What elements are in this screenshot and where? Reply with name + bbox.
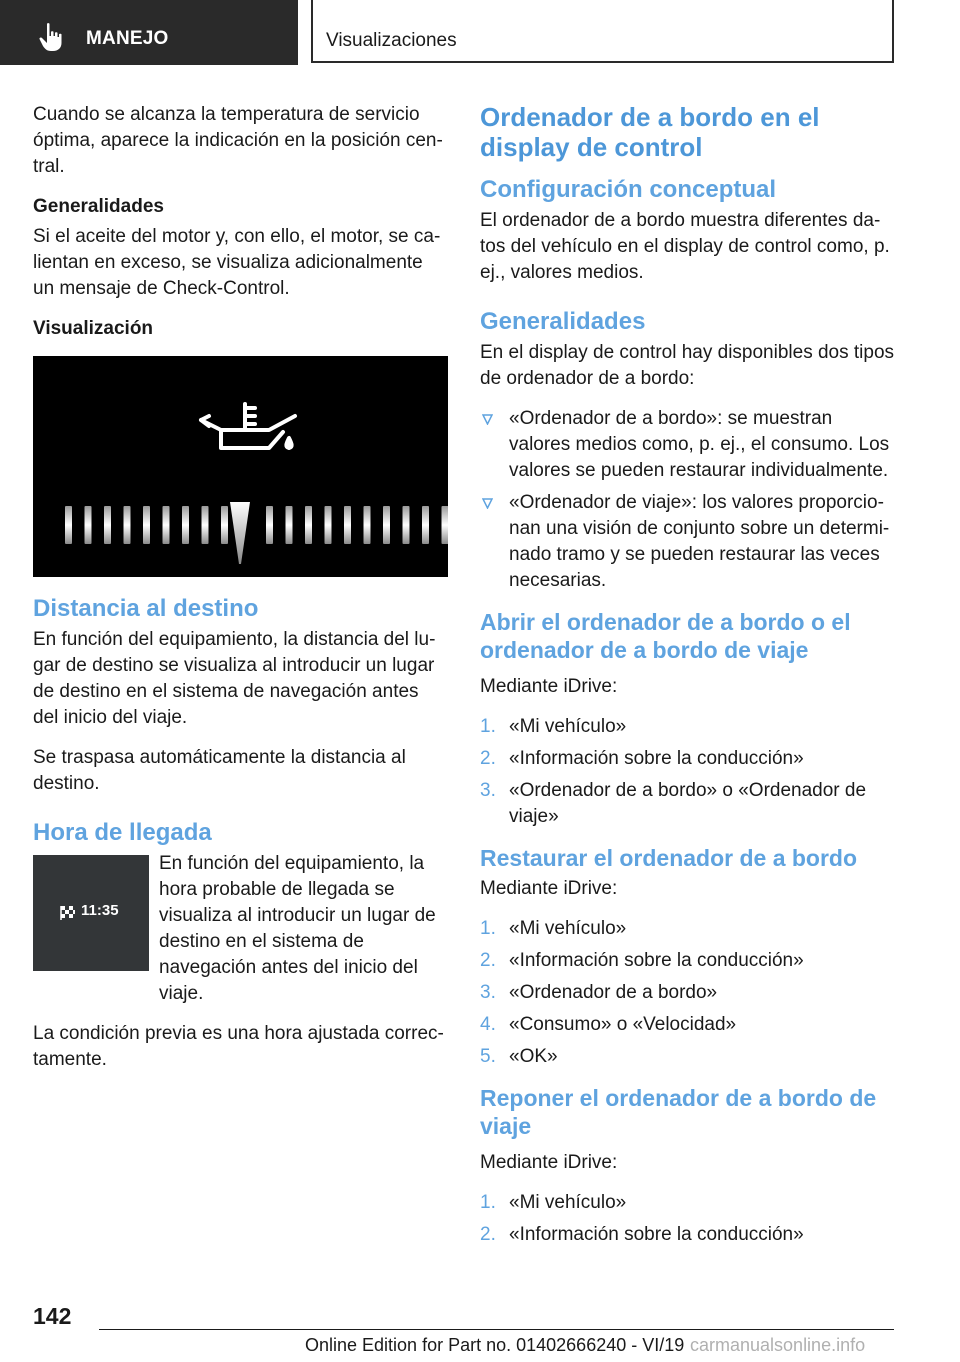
section-tab: [0, 0, 298, 65]
bullet-triangle-icon: [482, 414, 493, 425]
trip-intro: Mediante iDrive:: [480, 1152, 618, 1173]
gauge-tick: [422, 506, 429, 544]
temperature-gauge: [65, 506, 448, 544]
gauge-tick: [202, 506, 209, 544]
list-item: 2. «Información sobre la conducción»: [480, 950, 804, 971]
destination-flag-icon: [60, 904, 76, 920]
gauge-tick: [124, 506, 131, 544]
gauge-tick: [143, 506, 150, 544]
list-item: 2. «Información sobre la conducción»: [480, 748, 804, 769]
list-item: 3. «Ordenador de a bordo»: [480, 982, 718, 1003]
distance-heading: Distancia al destino: [33, 595, 259, 622]
gauge-tick: [344, 506, 351, 544]
gauge-tick: [266, 506, 273, 544]
gauge-tick: [85, 506, 92, 544]
arrival-time-value: 11:35: [81, 902, 119, 919]
trip-steps-list: [480, 1190, 896, 1248]
general-paragraph: Si el aceite del motor y, con ello, el motor, se calientan en exceso, se visualiza adicionalmente un mensaje de Check-Control.: [33, 226, 441, 299]
display-subheading: Visualización: [33, 318, 154, 339]
trip-heading: Reponer el ordenador de a bordo de viaje: [480, 1085, 877, 1139]
list-item: 4. «Consumo» o «Velocidad»: [480, 1014, 737, 1035]
list-item: 1. «Mi vehículo»: [480, 716, 627, 737]
arrival-time-display: [33, 855, 149, 971]
general-paragraph: En el display de control hay disponibles dos tipos de ordenador de a bordo:: [480, 342, 895, 389]
right-column: [480, 102, 896, 1262]
oil-temperature-icon: [201, 404, 295, 448]
chapter-title: Visualizaciones: [326, 30, 457, 51]
computer-types-list: [480, 406, 896, 594]
list-item: «Ordenador de a bordo»: se muestran valores medios como, p. ej., el consumo. Los valores se pueden restaurar individualmente.: [480, 406, 896, 484]
gauge-tick: [305, 506, 312, 544]
list-item: 1. «Mi vehículo»: [480, 918, 627, 939]
arrival-note: La condición previa es una hora ajustada correctamente.: [33, 1023, 444, 1070]
bullet-triangle-icon: [482, 498, 493, 509]
list-item: 5. «OK»: [480, 1046, 558, 1067]
concept-heading: Configuración conceptual: [480, 176, 777, 203]
main-heading: Ordenador de a bordo en el display de control: [480, 102, 820, 162]
footer-rule: [99, 1329, 894, 1330]
section-title: MANEJO: [86, 28, 169, 49]
gauge-tick: [364, 506, 371, 544]
concept-paragraph: El ordenador de a bordo muestra diferentes datos del vehículo en el display de control como, p. ej., valores medios.: [480, 210, 890, 283]
hand-pointer-icon: [38, 22, 64, 52]
gauge-tick: [221, 506, 228, 544]
gauge-needle: [230, 502, 250, 564]
intro-paragraph: Cuando se alcanza la temperatura de servicio óptima, aparece la indicación en la posición central.: [33, 104, 443, 177]
distance-paragraph-1: En función del equipamiento, la distancia del lugar de destino se visualiza al introducir un lugar de destino en el sistema de navegación antes del inicio del viaje.: [33, 629, 436, 728]
open-steps-list: [480, 714, 896, 830]
gauge-tick: [286, 506, 293, 544]
general-heading: Generalidades: [480, 308, 646, 335]
gauge-tick: [442, 506, 449, 544]
arrival-paragraph: En función del equipamiento, la hora probable de llegada se visualiza al introducir un lugar de destino en el sistema de navegación antes del inicio del viaje.: [159, 853, 436, 1004]
gauge-tick: [163, 506, 170, 544]
list-item: 3. «Ordenador de a bordo» o «Ordenador de viaje»: [480, 780, 867, 827]
edition-note: Online Edition for Part no. 01402666240 - VI/19: [305, 1335, 685, 1355]
arrival-heading: Hora de llegada: [33, 819, 212, 846]
distance-paragraph-2: Se traspasa automáticamente la distancia al destino.: [33, 747, 406, 794]
reset-heading: Restaurar el ordenador de a bordo: [480, 845, 858, 871]
gauge-tick: [383, 506, 390, 544]
open-intro: Mediante iDrive:: [480, 676, 618, 697]
reset-intro: Mediante iDrive:: [480, 878, 618, 899]
chapter-tab: [311, 0, 894, 63]
list-item: 2. «Información sobre la conducción»: [480, 1224, 804, 1245]
reset-steps-list: [480, 916, 896, 1070]
left-column: [33, 102, 448, 1073]
gauge-tick: [403, 506, 410, 544]
oil-temperature-display-figure: [33, 356, 448, 577]
list-item: 1. «Mi vehículo»: [480, 1192, 627, 1213]
gauge-tick: [182, 506, 189, 544]
list-item: «Ordenador de viaje»: los valores proporcionan una visión de conjunto sobre un determinado tramo y se pueden restaurar las veces necesarias.: [480, 490, 896, 594]
gauge-tick: [104, 506, 111, 544]
gauge-tick: [65, 506, 72, 544]
open-heading: Abrir el ordenador de a bordo o el ordenador de a bordo de viaje: [480, 609, 851, 663]
gauge-tick: [325, 506, 332, 544]
page-number: 142: [33, 1303, 72, 1329]
general-subheading: Generalidades: [33, 196, 164, 217]
watermark: carmanualsonline.info: [690, 1335, 866, 1355]
